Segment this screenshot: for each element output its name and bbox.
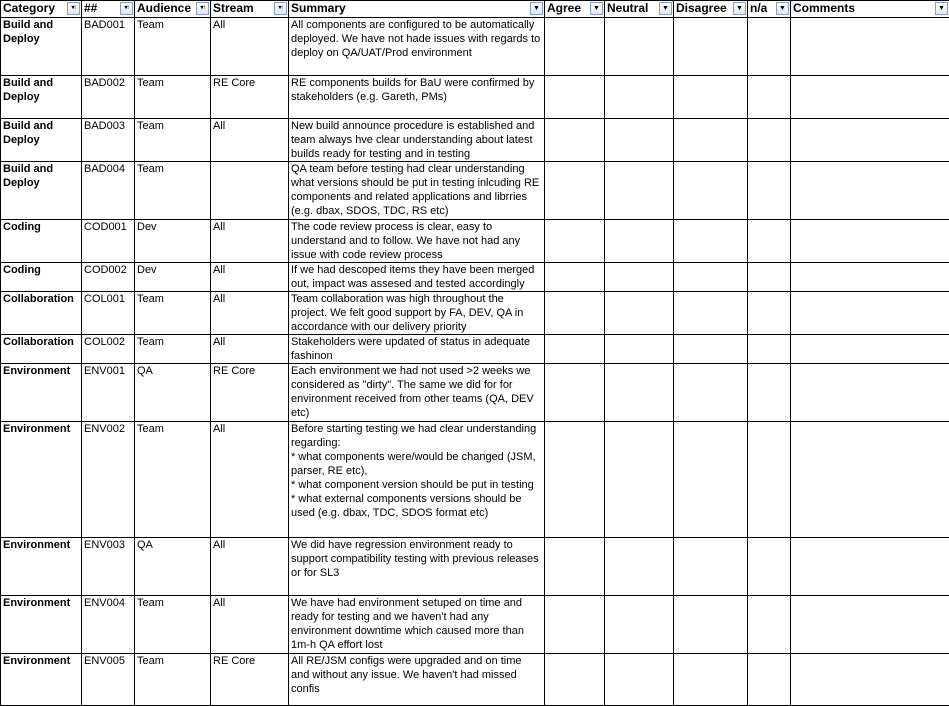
stream-cell[interactable]: All	[211, 18, 289, 76]
summary-cell[interactable]: New build announce procedure is established and team always hve clear understanding about latest builds ready for testing and in testing	[289, 119, 545, 162]
stream-cell[interactable]: All	[211, 292, 289, 335]
summary-cell[interactable]: Team collaboration was high throughout the project. We felt good support by FA, DEV, QA in accordance with our delivery priority	[289, 292, 545, 335]
neutral-cell[interactable]	[605, 596, 674, 654]
column-header-label: Neutral	[607, 1, 648, 15]
na-cell[interactable]	[748, 263, 791, 292]
table-row	[1, 538, 949, 596]
filter-dropdown-icon[interactable]: ▼	[590, 2, 603, 15]
comments-cell[interactable]	[791, 18, 949, 76]
category-cell[interactable]: Collaboration	[1, 292, 82, 335]
stream-cell[interactable]: All	[211, 263, 289, 292]
table-row	[1, 263, 949, 292]
neutral-cell[interactable]	[605, 76, 674, 119]
table-row	[1, 654, 949, 706]
category-cell[interactable]: Build and Deploy	[1, 76, 82, 119]
na-cell[interactable]	[748, 654, 791, 706]
disagree-cell[interactable]	[674, 364, 748, 422]
table-row	[1, 18, 949, 76]
id-cell[interactable]: ENV005	[82, 654, 135, 706]
summary-cell[interactable]: All components are configured to be automatically deployed. We have not hade issues with regards to deploy on QA/UAT/Prod environment	[289, 18, 545, 76]
disagree-cell[interactable]	[674, 18, 748, 76]
disagree-cell[interactable]	[674, 220, 748, 263]
column-header-label: Comments	[793, 1, 855, 15]
na-cell[interactable]	[748, 18, 791, 76]
id-cell[interactable]: COD002	[82, 263, 135, 292]
id-cell[interactable]: BAD004	[82, 162, 135, 220]
sort-filter-icon[interactable]: ▾↑	[274, 2, 287, 15]
column-header-stream[interactable]	[211, 1, 289, 18]
comments-cell[interactable]	[791, 76, 949, 119]
stream-cell[interactable]: RE Core	[211, 654, 289, 706]
category-cell[interactable]: Environment	[1, 364, 82, 422]
stream-cell[interactable]: All	[211, 220, 289, 263]
table-row	[1, 292, 949, 335]
summary-cell[interactable]: QA team before testing had clear understanding what versions should be put in testing inlcuding RE components and related applications and librries (e.g. dbax, SDOS, TDC, RS etc)	[289, 162, 545, 220]
na-cell[interactable]	[748, 335, 791, 364]
na-cell[interactable]	[748, 220, 791, 263]
id-cell[interactable]: COL002	[82, 335, 135, 364]
sort-filter-icon[interactable]: ▾↑	[120, 2, 133, 15]
na-cell[interactable]	[748, 538, 791, 596]
category-cell[interactable]: Environment	[1, 538, 82, 596]
comments-cell[interactable]	[791, 263, 949, 292]
disagree-cell[interactable]	[674, 119, 748, 162]
comments-cell[interactable]	[791, 292, 949, 335]
stream-cell[interactable]: RE Core	[211, 364, 289, 422]
category-cell[interactable]: Build and Deploy	[1, 18, 82, 76]
na-cell[interactable]	[748, 292, 791, 335]
sort-filter-icon[interactable]: ▾↑	[196, 2, 209, 15]
agree-cell[interactable]	[545, 18, 605, 76]
column-header-summary[interactable]	[289, 1, 545, 18]
neutral-cell[interactable]	[605, 422, 674, 538]
na-cell[interactable]	[748, 422, 791, 538]
table-body	[1, 18, 949, 706]
filter-dropdown-icon[interactable]: ▼	[530, 2, 543, 15]
id-cell[interactable]: COL001	[82, 292, 135, 335]
comments-cell[interactable]	[791, 220, 949, 263]
filter-dropdown-icon[interactable]: ▼	[776, 2, 789, 15]
summary-cell[interactable]: The code review process is clear, easy to understand and to follow. We have not had any issue with code review process	[289, 220, 545, 263]
summary-cell[interactable]: We have had environment setuped on time and ready for testing and we haven't had any environment downtime which caused more than 1m-h QA effort lost	[289, 596, 545, 654]
neutral-cell[interactable]	[605, 263, 674, 292]
stream-cell[interactable]: All	[211, 538, 289, 596]
agree-cell[interactable]	[545, 335, 605, 364]
summary-cell[interactable]: RE components builds for BaU were confirmed by stakeholders (e.g. Gareth, PMs)	[289, 76, 545, 119]
category-cell[interactable]: Collaboration	[1, 335, 82, 364]
disagree-cell[interactable]	[674, 76, 748, 119]
agree-cell[interactable]	[545, 654, 605, 706]
column-header-label: Disagree	[676, 1, 727, 15]
category-cell[interactable]: Coding	[1, 263, 82, 292]
neutral-cell[interactable]	[605, 654, 674, 706]
comments-cell[interactable]	[791, 162, 949, 220]
filter-dropdown-icon[interactable]: ▼	[659, 2, 672, 15]
disagree-cell[interactable]	[674, 263, 748, 292]
summary-cell[interactable]: Stakeholders were updated of status in adequate fashinon	[289, 335, 545, 364]
audience-cell[interactable]: Team	[135, 162, 211, 220]
column-header-agree[interactable]	[545, 1, 605, 18]
category-cell[interactable]: Environment	[1, 422, 82, 538]
na-cell[interactable]	[748, 596, 791, 654]
audience-cell[interactable]: Team	[135, 422, 211, 538]
neutral-cell[interactable]	[605, 538, 674, 596]
stream-cell[interactable]: All	[211, 422, 289, 538]
summary-cell[interactable]: We did have regression environment ready to support compatibility testing with previous releases or for SL3	[289, 538, 545, 596]
stream-cell[interactable]	[211, 162, 289, 220]
table-row	[1, 220, 949, 263]
id-cell[interactable]: BAD001	[82, 18, 135, 76]
neutral-cell[interactable]	[605, 162, 674, 220]
neutral-cell[interactable]	[605, 364, 674, 422]
header-row	[1, 1, 949, 18]
agree-cell[interactable]	[545, 596, 605, 654]
disagree-cell[interactable]	[674, 162, 748, 220]
neutral-cell[interactable]	[605, 18, 674, 76]
na-cell[interactable]	[748, 364, 791, 422]
comments-cell[interactable]	[791, 422, 949, 538]
stream-cell[interactable]: RE Core	[211, 76, 289, 119]
summary-cell[interactable]: Before starting testing we had clear understanding regarding: * what components were/would be changed (JSM, parser, RE etc), * what component version should be put in testing * what external components versions should be used (e.g. dbax, TDC, SDOS format etc)	[289, 422, 545, 538]
na-cell[interactable]	[748, 119, 791, 162]
category-cell[interactable]: Build and Deploy	[1, 119, 82, 162]
comments-cell[interactable]	[791, 596, 949, 654]
agree-cell[interactable]	[545, 162, 605, 220]
neutral-cell[interactable]	[605, 335, 674, 364]
column-header-label: Summary	[291, 1, 346, 15]
table-row	[1, 119, 949, 162]
stream-cell[interactable]: All	[211, 596, 289, 654]
column-header-label: Audience	[137, 1, 191, 15]
neutral-cell[interactable]	[605, 292, 674, 335]
agree-cell[interactable]	[545, 76, 605, 119]
id-cell[interactable]: COD001	[82, 220, 135, 263]
column-header-neutral[interactable]	[605, 1, 674, 18]
neutral-cell[interactable]	[605, 220, 674, 263]
agree-cell[interactable]	[545, 220, 605, 263]
filter-dropdown-icon[interactable]: ▼	[733, 2, 746, 15]
column-header-label: ##	[84, 1, 97, 15]
filter-dropdown-icon[interactable]: ▼	[935, 2, 948, 15]
summary-cell[interactable]: Each environment we had not used >2 weeks we considered as "dirty". The same we did for for environment received from other teams (QA, DEV etc)	[289, 364, 545, 422]
audience-cell[interactable]: Team	[135, 18, 211, 76]
table-row	[1, 364, 949, 422]
audience-cell[interactable]: QA	[135, 538, 211, 596]
audience-cell[interactable]: Team	[135, 654, 211, 706]
summary-cell[interactable]: If we had descoped items they have been merged out, impact was assesed and tested accordingly	[289, 263, 545, 292]
category-cell[interactable]: Environment	[1, 654, 82, 706]
na-cell[interactable]	[748, 162, 791, 220]
stream-cell[interactable]: All	[211, 119, 289, 162]
audience-cell[interactable]: Dev	[135, 263, 211, 292]
summary-cell[interactable]: All RE/JSM configs were upgraded and on time and without any issue. We haven't had missed confis	[289, 654, 545, 706]
neutral-cell[interactable]	[605, 119, 674, 162]
disagree-cell[interactable]	[674, 292, 748, 335]
table-row	[1, 335, 949, 364]
id-cell[interactable]: ENV004	[82, 596, 135, 654]
disagree-cell[interactable]	[674, 422, 748, 538]
column-header-label: Agree	[547, 1, 581, 15]
comments-cell[interactable]	[791, 654, 949, 706]
column-header-comments[interactable]	[791, 1, 949, 18]
agree-cell[interactable]	[545, 292, 605, 335]
id-cell[interactable]: ENV001	[82, 364, 135, 422]
table-row	[1, 596, 949, 654]
column-header-disagree[interactable]	[674, 1, 748, 18]
agree-cell[interactable]	[545, 119, 605, 162]
sort-filter-icon[interactable]: ▾↑	[67, 2, 80, 15]
audience-cell[interactable]: Dev	[135, 220, 211, 263]
category-cell[interactable]: Build and Deploy	[1, 162, 82, 220]
table-row	[1, 422, 949, 538]
agree-cell[interactable]	[545, 364, 605, 422]
agree-cell[interactable]	[545, 538, 605, 596]
audience-cell[interactable]: QA	[135, 364, 211, 422]
id-cell[interactable]: BAD002	[82, 76, 135, 119]
comments-cell[interactable]	[791, 538, 949, 596]
id-cell[interactable]: ENV002	[82, 422, 135, 538]
column-header-category[interactable]	[1, 1, 82, 18]
table-row	[1, 162, 949, 220]
audience-cell[interactable]: Team	[135, 335, 211, 364]
column-header-label: Stream	[213, 1, 254, 15]
audience-cell[interactable]: Team	[135, 76, 211, 119]
stream-cell[interactable]: All	[211, 335, 289, 364]
audience-cell[interactable]: Team	[135, 596, 211, 654]
audience-cell[interactable]: Team	[135, 292, 211, 335]
category-cell[interactable]: Environment	[1, 596, 82, 654]
comments-cell[interactable]	[791, 335, 949, 364]
disagree-cell[interactable]	[674, 654, 748, 706]
column-header-id[interactable]	[82, 1, 135, 18]
id-cell[interactable]: ENV003	[82, 538, 135, 596]
comments-cell[interactable]	[791, 364, 949, 422]
column-header-label: n/a	[750, 1, 767, 15]
disagree-cell[interactable]	[674, 596, 748, 654]
column-header-audience[interactable]	[135, 1, 211, 18]
column-header-label: Category	[3, 1, 55, 15]
disagree-cell[interactable]	[674, 335, 748, 364]
id-cell[interactable]: BAD003	[82, 119, 135, 162]
agree-cell[interactable]	[545, 263, 605, 292]
table-row	[1, 76, 949, 119]
column-header-na[interactable]	[748, 1, 791, 18]
audience-cell[interactable]: Team	[135, 119, 211, 162]
category-cell[interactable]: Coding	[1, 220, 82, 263]
agree-cell[interactable]	[545, 422, 605, 538]
na-cell[interactable]	[748, 76, 791, 119]
disagree-cell[interactable]	[674, 538, 748, 596]
comments-cell[interactable]	[791, 119, 949, 162]
